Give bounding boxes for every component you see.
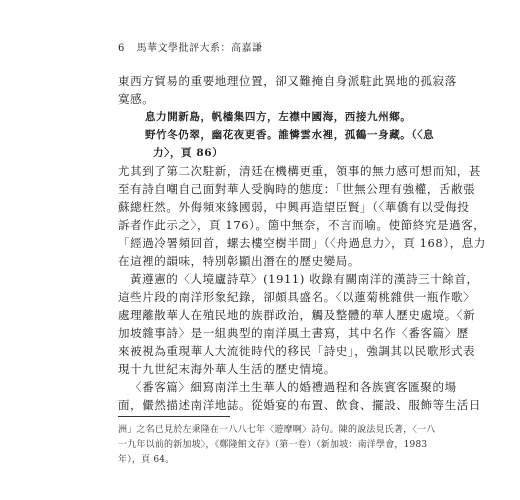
body-line: 黃遵憲的〈人境廬詩草〉(1911) 收錄有關南洋的漢詩三十餘首， bbox=[130, 272, 479, 286]
body-line: 現十九世紀末海外華人生活的歷史情境。 bbox=[118, 362, 336, 376]
body-line: 「經過冷署頻回首，螺去樓空樹半間」（〈舟過息力〉，頁 168），息力 bbox=[118, 236, 487, 250]
body-line: 訴者作此示之〉，頁 176）。箇中無奈，不言而喻。使節終究是過客， bbox=[118, 218, 486, 232]
body-line: 來被視為重現華人大流徙時代的移民「詩史」，強調其以民歌形式表 bbox=[118, 344, 476, 358]
body-line: 蘇總枉然。外侮頻來緣國弱，中興再造望臣賢」（〈華僑有以受侮投 bbox=[118, 200, 470, 214]
series-title: 馬華文學批評大系：高嘉謙 bbox=[136, 43, 263, 54]
body-line: 東西方貿易的重要地理位置，卻又難掩自身派駐此異地的孤寂落 bbox=[118, 74, 457, 88]
footnote-rule bbox=[118, 416, 230, 417]
body-line: 這些片段的南洋形象紀錄，卻頗具盛名。〈以蓮菊桃雜供一瓶作歌〉 bbox=[118, 290, 476, 304]
body-line: 〈番客篇〉細寫南洋土生華人的婚禮過程和各族賓客匯聚的場 bbox=[130, 380, 457, 394]
body-line: 加坡雜事詩〉是一組典型的南洋風土書寫，其中名作〈番客篇〉歷 bbox=[118, 326, 469, 340]
footnote-line: 年），頁 64。 bbox=[118, 455, 175, 465]
body-line: 處理離散華人在殖民地的族群政治，觸及整體的華人歷史處境。〈新 bbox=[118, 308, 476, 322]
running-header bbox=[118, 39, 263, 54]
body-line: 至有詩自嘲自己面對華人受胸時的態度：「世無公理有強權，舌敝張 bbox=[118, 182, 476, 196]
body-line: 尤其到了第二次駐新，清廷在機構更重，領事的無力感可想而知，甚 bbox=[118, 164, 481, 178]
body-line: 面，儼然描述南洋地誌。從婚宴的布置、飲食、擺設、服飾等生活日 bbox=[118, 398, 481, 412]
poem-line: 力〉，頁 86） bbox=[153, 147, 224, 159]
body-line: 在這裡的韻味，特別彰顯出潛在的歷史變局。 bbox=[118, 254, 360, 268]
page-number: 6 bbox=[118, 43, 125, 54]
poem-line: 息力開新島，帆檣集四方，左襟中國海，西接九州鄉。 bbox=[145, 111, 412, 123]
body-line: 寞感。 bbox=[118, 92, 155, 106]
footnote-line: 洲」之名已見於左秉隆在一八八七年〈遊摩啊〉詩句。陳的說法見氏著，〈一八 bbox=[118, 425, 436, 435]
footnote-line: 一九年以前的新加坡〉，《鄭隆館文存》（第一卷）（新加坡：南洋學會，1983 bbox=[118, 440, 428, 450]
poem-line: 野竹冬仍翠，幽花夜更香。誰憐雲水裡，孤鶴一身藏。（〈息 bbox=[145, 129, 435, 141]
